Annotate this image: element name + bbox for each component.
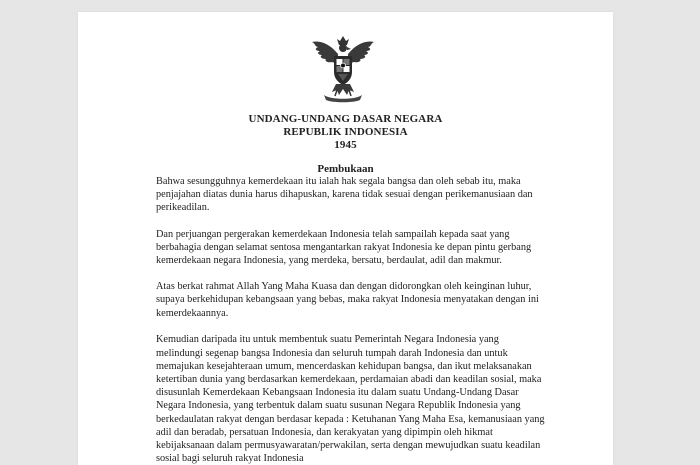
document-body bbox=[156, 175, 548, 465]
title-line-2: REPUBLIK INDONESIA bbox=[283, 126, 408, 138]
garuda-emblem-icon bbox=[310, 34, 376, 104]
paragraph: Kemudian daripada itu untuk membentuk suatu Pemerintah Negara Indonesia yang melindungi segenap bangsa Indonesia dan seluruh tumpah darah Indonesia dan untuk memajukan kesejahteraan umum, mencerdaskan kehidupan bangsa, dan ikut melaksanakan ketertiban dunia yang berdasarkan kemerdekaan, perdamaian abadi dan keadilan sosial, maka disusunlah Kemerdekaan Kebangsaan Indonesia itu dalam suatu Undang-Undang Dasar Negara Indonesia, yang terbentuk dalam suatu susunan Negara Republik Indonesia yang berkedaulatan rakyat dengan berdasar kepada : Ketuhanan Yang Maha Esa, kemanusiaan yang adil dan beradab, persatuan Indonesia, dan kerakyatan yang dipimpin oleh hikmat kebijaksanaan dalam permusyawaratan/perwakilan, serta dengan mewujudkan suatu keadilan sosial bagi seluruh rakyat Indonesia bbox=[156, 334, 545, 465]
document-page bbox=[78, 12, 613, 465]
section-heading: Pembukaan bbox=[317, 163, 374, 175]
paragraph: Dan perjuangan pergerakan kemerdekaan Indonesia telah sampailah kepada saat yang berbahagia dengan selamat sentosa mengantarkan rakyat Indonesia ke depan pintu gerbang kemerdekaan negara Indonesia, yang merdeka, bersatu, berdaulat, adil dan makmur. bbox=[156, 228, 532, 267]
title-line-1: UNDANG-UNDANG DASAR NEGARA bbox=[248, 113, 443, 125]
paragraph: Bahwa sesungguhnya kemerdekaan itu ialah hak segala bangsa dan oleh sebab itu, maka penjajahan diatas dunia harus dihapuskan, karena tidak sesuai dengan perikemanusiaan dan perikeadilan. bbox=[156, 176, 533, 214]
document-title bbox=[78, 113, 613, 152]
paragraph: Atas berkat rahmat Allah Yang Maha Kuasa dan dengan didorongkan oleh keinginan luhur, supaya berkehidupan kebangsaan yang bebas, maka rakyat Indonesia menyatakan dengan ini kemerdekaannya. bbox=[156, 281, 539, 319]
title-line-3: 1945 bbox=[334, 139, 357, 151]
